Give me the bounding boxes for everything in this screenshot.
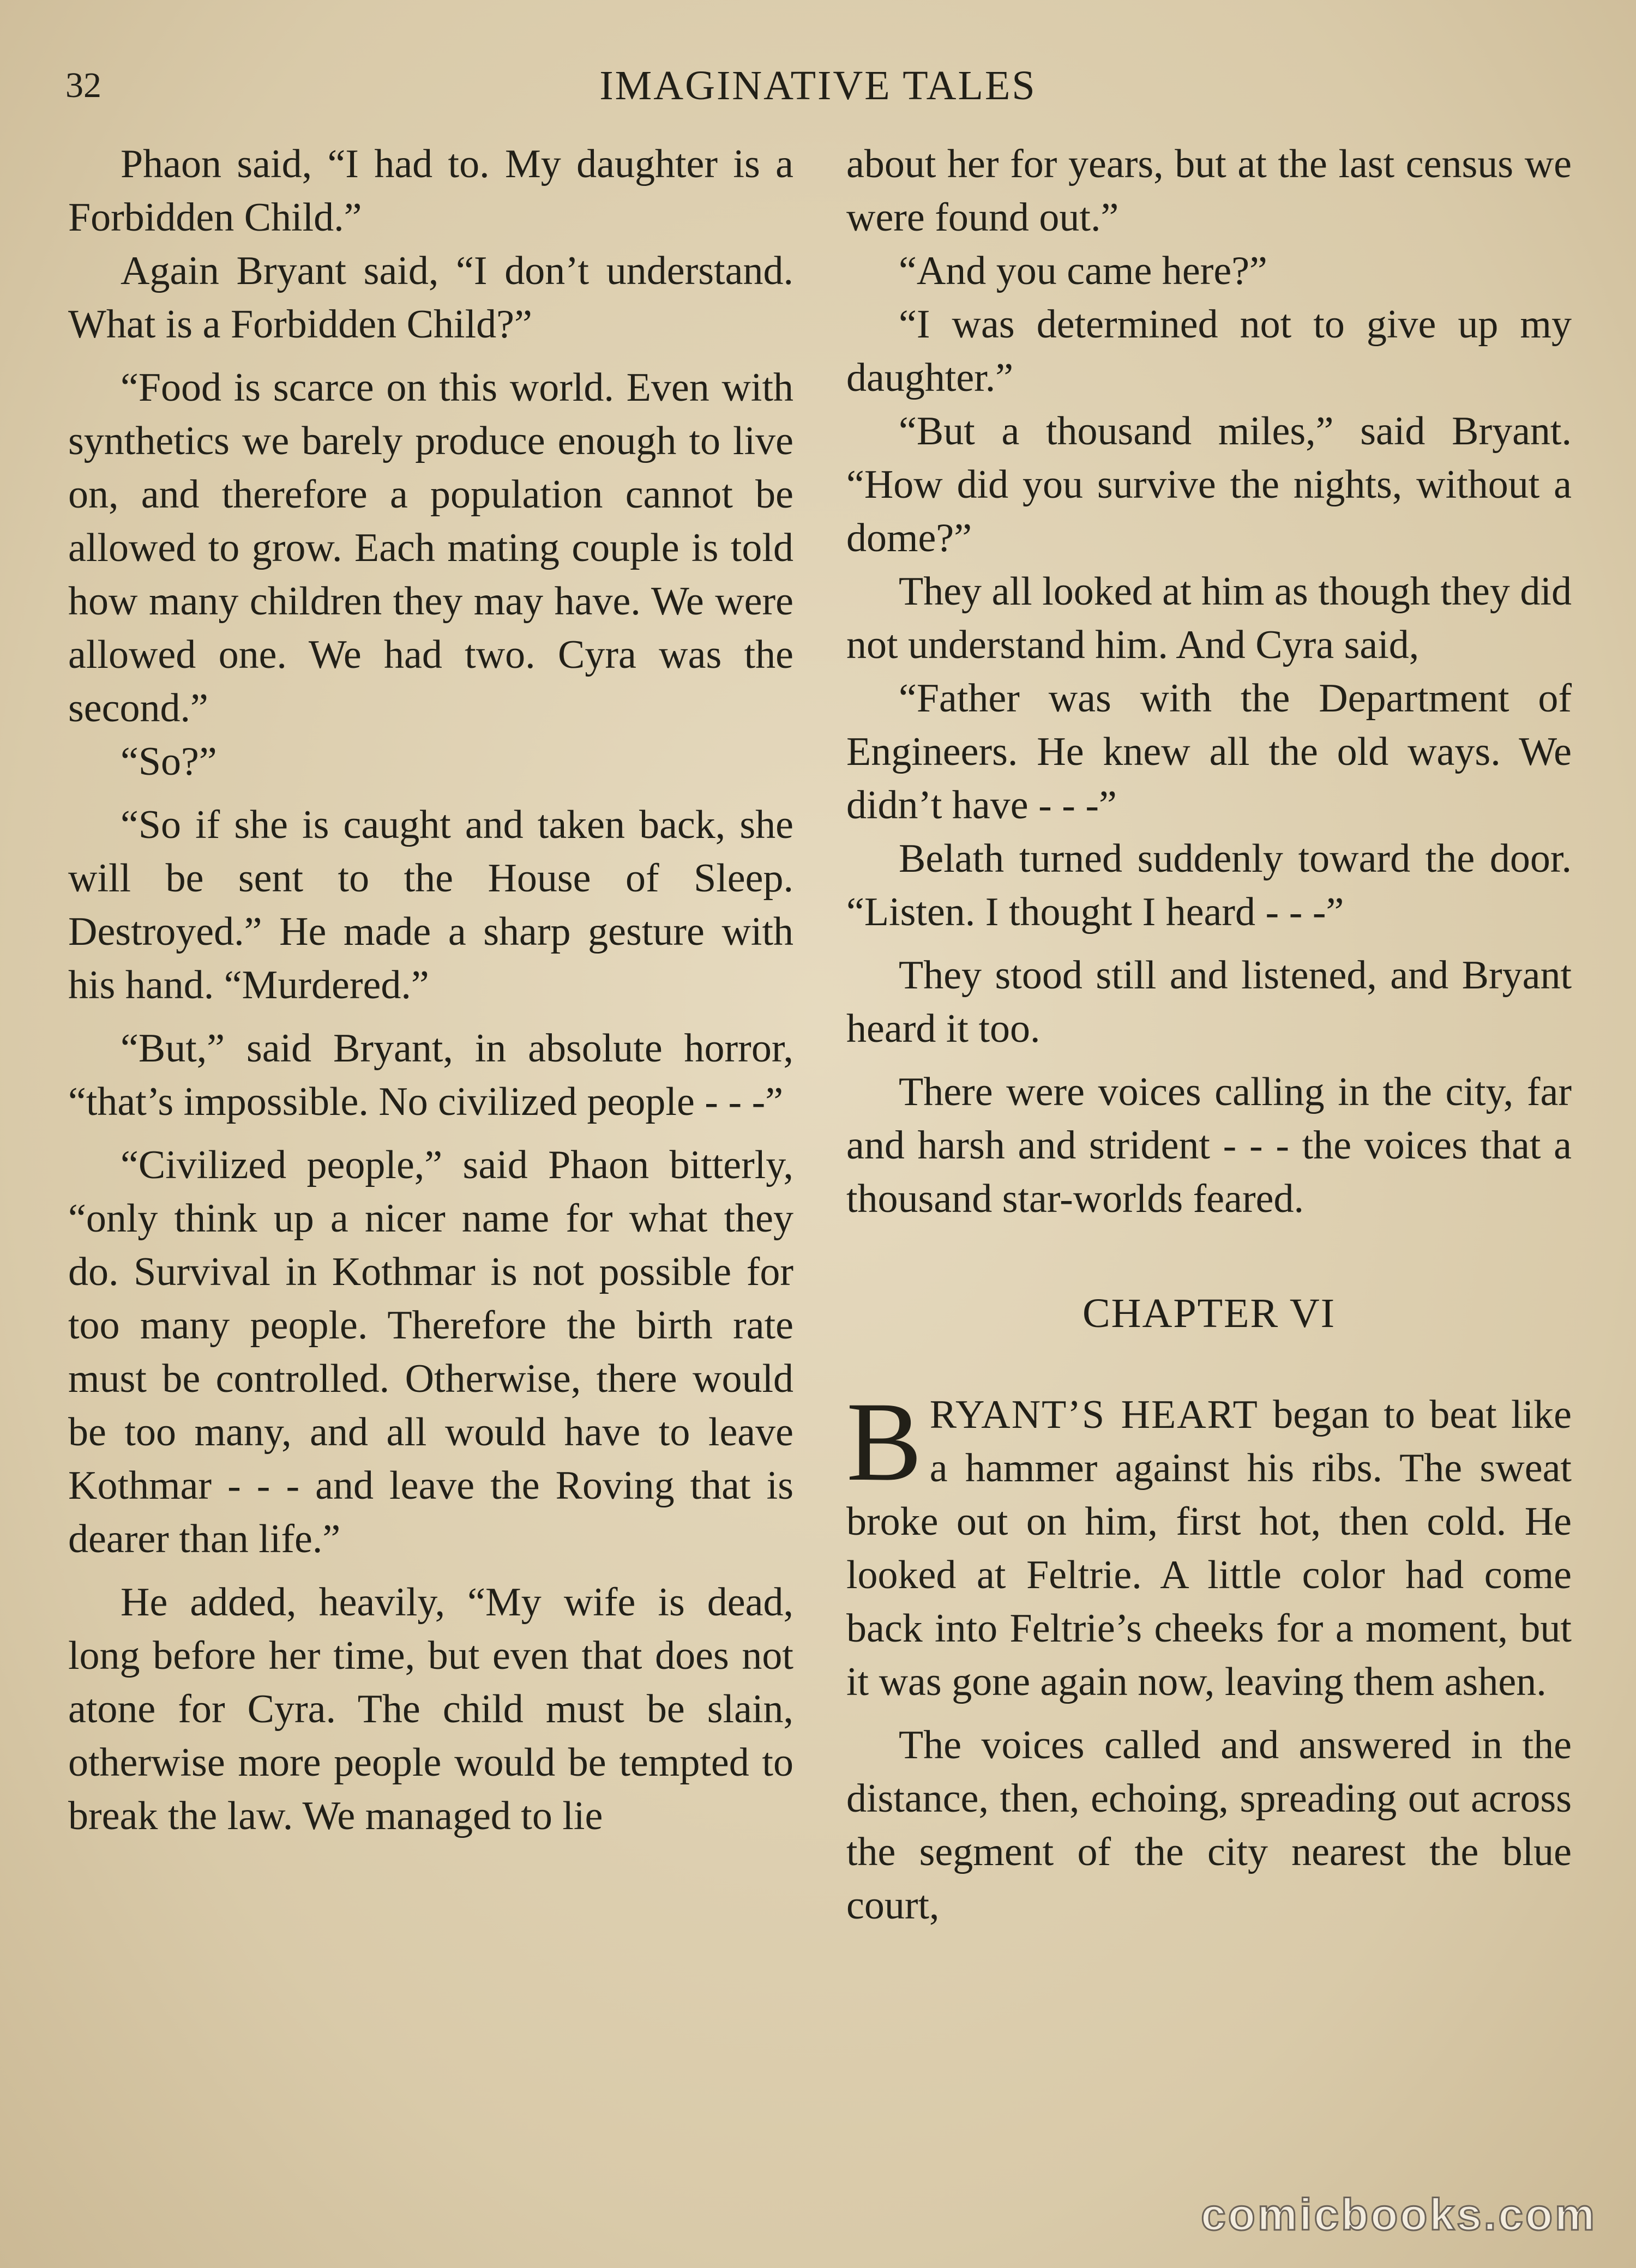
paragraph: They all looked at him as though they did not understand him. And Cyra said, — [846, 569, 1572, 667]
paragraph: The voices called and answered in the distance, then, echoing, spreading out across the segment of the city nearest the blue court, — [846, 1723, 1572, 1928]
paragraph: “So if she is caught and taken back, she will be sent to the House of Sleep. Destroyed.” He made a sharp gesture with his hand. “Murdered.” — [68, 803, 793, 1008]
opening-text: began to beat like a hammer against his ribs. The sweat broke out on him, first hot, then cold. He looked at Feltrie. A little color had come back into Feltrie’s cheeks for a moment, but it was gone again now, leaving them ashen. — [846, 1392, 1572, 1704]
paragraph: “But a thousand miles,” said Bryant. “How did you survive the nights, without a dome?” — [846, 409, 1572, 560]
drop-cap: B — [846, 1379, 922, 1504]
paragraph: He added, heavily, “My wife is dead, long before her time, but even that does not atone for Cyra. The child must be slain, otherwise more people would be tempted to break the law. We managed to lie — [68, 1580, 793, 1838]
opening-small-caps: RYANT’S HEART — [929, 1392, 1259, 1437]
page-header — [65, 61, 1571, 110]
paragraph: “And you came here?” — [899, 249, 1267, 293]
paragraph: “Food is scarce on this world. Even with synthetics we barely produce enough to live on, and therefore a population cannot be allowed to grow. Each mating couple is told how many children they may have. We were allowed one. We had two. Cyra was the second.” — [68, 365, 793, 731]
chapter-heading: CHAPTER VI — [1082, 1290, 1336, 1336]
paragraph: There were voices calling in the city, far and harsh and strident - - - the voices that a thousand star-worlds feared. — [846, 1070, 1572, 1221]
watermark-logo: comicbooks.com — [1201, 2190, 1597, 2240]
paragraph: “But,” said Bryant, in absolute horror, “that’s impossible. No civilized people - - -” — [68, 1026, 793, 1124]
paragraph: Belath turned suddenly toward the door. “Listen. I thought I heard - - -” — [846, 836, 1572, 934]
paragraph: “Father was with the Department of Engineers. He knew all the old ways. We didn’t have - - -” — [846, 676, 1572, 828]
paragraph: “Civilized people,” said Phaon bitterly, “only think up a nicer name for what they do. Survival in Kothmar is not possible for too many people. Therefore the birth rate must be controlled. Otherwise, there would be too many, and all would have to leave Kothmar - - - and leave the Roving that is dearer than life.” — [68, 1143, 793, 1561]
right-column — [846, 137, 1572, 1932]
left-column — [68, 137, 793, 1843]
chapter-opening-paragraph — [846, 1379, 1572, 1709]
running-title: IMAGINATIVE TALES — [599, 63, 1037, 108]
paragraph: “I was determined not to give up my daughter.” — [846, 302, 1572, 400]
paragraph: Phaon said, “I had to. My daughter is a Forbidden Child.” — [68, 142, 793, 240]
page-number: 32 — [65, 65, 101, 105]
paragraph: They stood still and listened, and Bryant heard it too. — [846, 953, 1572, 1051]
paragraph: “So?” — [121, 739, 217, 784]
continued-paragraph: about her for years, but at the last census we were found out.” — [846, 142, 1572, 240]
paragraph: Again Bryant said, “I don’t understand. What is a Forbidden Child?” — [68, 249, 793, 347]
